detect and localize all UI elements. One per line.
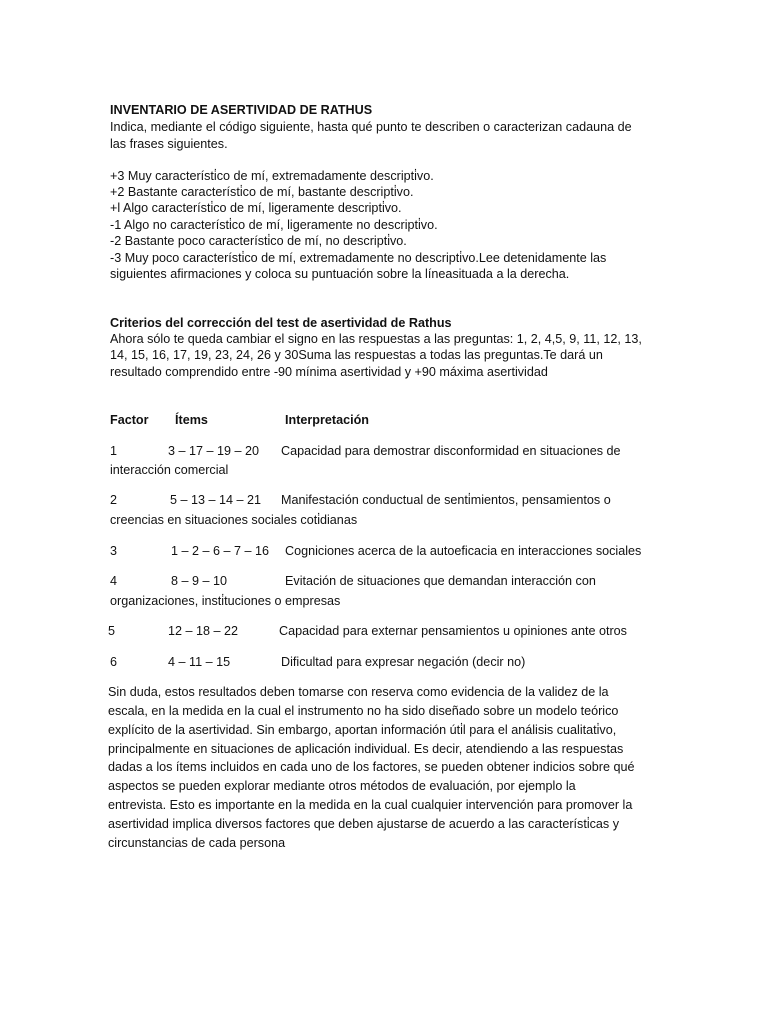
criteria-line: resultado comprendido entre -90 mínima asertividad y +90 máxima asertividad (110, 365, 548, 379)
factor-header: Factor (110, 413, 149, 427)
conclusion-line: entrevista. Esto es importante en la medida en la cual cualquier intervención para promover la (108, 798, 633, 812)
conclusion-line: principalmente en situaciones de aplicación individual. Es decir, atendiendo a las respuestas (108, 742, 624, 756)
factor-interpretation-continuation: organizaciones, insti̇tuciones o empresas (110, 594, 341, 608)
items-header: Ítems (175, 413, 208, 427)
factor-interpretation-continuation: interacción comercial (110, 463, 229, 477)
factor-items: 4 – 11 – 15 (168, 655, 231, 669)
factor-items: 3 – 17 – 19 – 20 (168, 444, 260, 458)
factor-number: 5 (108, 624, 116, 638)
factor-items: 8 – 9 – 10 (171, 574, 228, 588)
scale-line: -1 Algo no característi̇co de mí, ligeramente no descripti̇vo. (110, 218, 438, 232)
intro-line: las frases siguientes. (110, 137, 228, 151)
conclusion-line: dadas a los ítems incluidos en cada uno de los factores, se pueden obtener indicios sobre qué (108, 760, 635, 774)
conclusion-line: Sin duda, estos resultados deben tomarse con reserva como evidencia de la validez de la (108, 685, 609, 699)
conclusion-line: circunstancias de cada persona (108, 836, 286, 850)
factor-number: 3 (110, 544, 118, 558)
inventory-title: INVENTARIO DE ASERTIVIDAD DE RATHUS (110, 103, 373, 117)
scale-line: +l Algo característi̇co de mí, ligeramente descripti̇vo. (110, 201, 402, 215)
conclusion-line: aspectos se pueden explorar mediante otros métodos de evaluación, por ejemplo la (108, 779, 576, 793)
scale-line: -2 Bastante poco característi̇co de mí, no descripti̇vo. (110, 234, 407, 248)
factor-items: 12 – 18 – 22 (168, 624, 239, 638)
factor-interpretation: Capacidad para externar pensamientos u opiniones ante otros (279, 624, 627, 638)
factor-items: 1 – 2 – 6 – 7 – 16 (171, 544, 270, 558)
criteria-line: 14, 15, 16, 17, 19, 23, 24, 26 y 30Suma las respuestas a todas las preguntas.Te dará un (110, 348, 603, 362)
factor-number: 6 (110, 655, 118, 669)
scale-line: +2 Bastante característi̇co de mí, bastante descripti̇vo. (110, 185, 414, 199)
scale-line: +3 Muy característi̇co de mí, extremadamente descripti̇vo. (110, 169, 434, 183)
factor-interpretation: Cogniciones acerca de la autoeficacia en interacciones sociales (285, 544, 642, 558)
scale-line: siguientes afirmaciones y coloca su puntuación sobre la líneasituada a la derecha. (110, 267, 570, 281)
factor-interpretation-continuation: creencias en situaciones sociales coti̇dianas (110, 513, 358, 527)
factor-interpretation: Manifestación conductual de senti̇mientos, pensamientos o (281, 493, 611, 507)
conclusion-line: escala, en la medida en la cual el instrumento no ha sido diseñado sobre un modelo teórico (108, 704, 619, 718)
intro-line: Indica, mediante el código siguiente, hasta qué punto te describen o caracterizan cadauna de (110, 120, 632, 134)
interpretation-header: Interpretación (285, 413, 369, 427)
factor-items: 5 – 13 – 14 – 21 (170, 493, 262, 507)
factor-interpretation: Capacidad para demostrar disconformidad en situaciones de (281, 444, 621, 458)
criteria-line: Ahora sólo te queda cambiar el signo en las respuestas a las preguntas: 1, 2, 4,5, 9, 11, 12, 13, (110, 332, 642, 346)
conclusion-line: explícito de la asertividad. Sin embargo, aportan información úti̇l para el análisis cualitati̇vo, (108, 723, 617, 737)
scale-line: -3 Muy poco característi̇co de mí, extremadamente no descripti̇vo.Lee detenidamente las (110, 251, 607, 265)
factor-number: 4 (110, 574, 118, 588)
factor-number: 1 (110, 444, 118, 458)
conclusion-line: asertividad implica diversos factores que deben ajustarse de acuerdo a las característi̇cas y (108, 817, 620, 831)
criteria-title: Criterios del corrección del test de asertividad de Rathus (110, 316, 452, 330)
factor-interpretation: Dificultad para expresar negación (decir no) (281, 655, 526, 669)
factor-interpretation: Evitación de situaciones que demandan interacción con (285, 574, 596, 588)
factor-number: 2 (110, 493, 118, 507)
